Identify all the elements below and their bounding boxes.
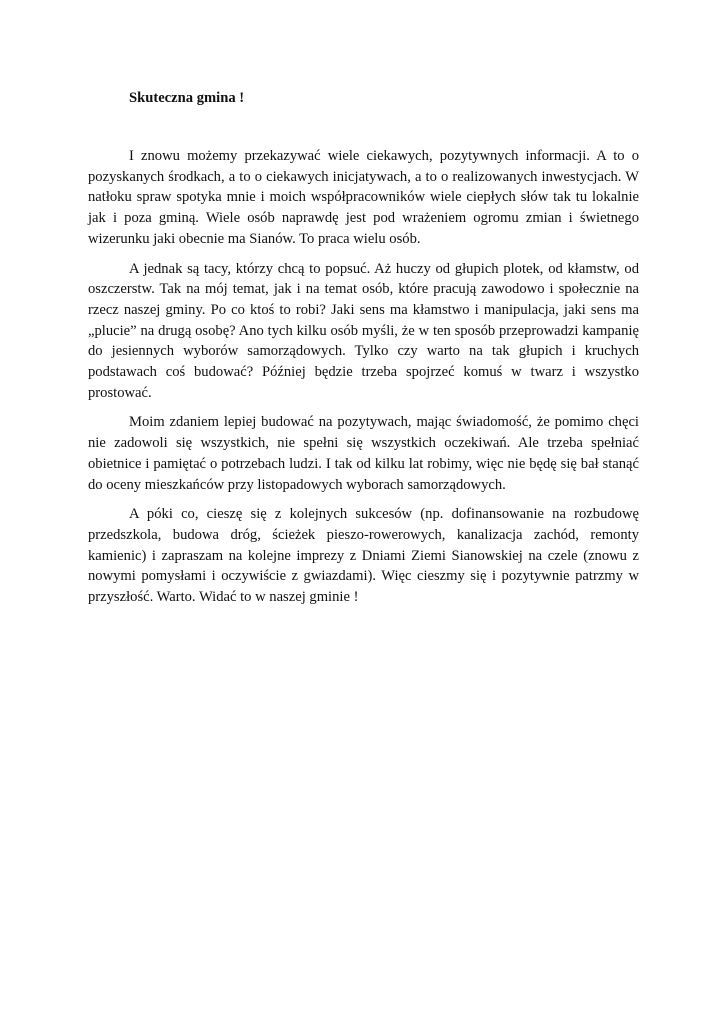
paragraph-2: A jednak są tacy, którzy chcą to popsuć. Aż huczy od głupich plotek, od kłamstw, od oszczerstw. Tak na mój temat, jak i na temat osób, które pracują zawodowo i społecznie na rzecz naszej gminy. Po co ktoś to robi? Jaki sens ma kłamstwo i manipulacja, jaki sens ma „plucie” na drugą osobę? Ano tych kilku osób myśli, że w ten sposób przeprowadzi kampanię do jesiennych wyborów samorządowych. Tylko czy warto na tak głupich i kruchych podstawach coś budować? Później będzie trzeba spojrzeć komuś w twarz i wszystko prostować. [88, 260, 639, 401]
title-spacer [88, 108, 639, 146]
document-title: Skuteczna gmina ! [129, 90, 245, 106]
paragraph-4: A póki co, cieszę się z kolejnych sukcesów (np. dofinansowanie na rozbudowę przedszkola, budowa dróg, ścieżek pieszo-rowerowych, kanalizacja zachód, remonty kamienic) i zapraszam na kolejne imprezy z Dniami Ziemi Sianowskiej na czele (znowu z nowymi pomysłami i oczywiście z gwiazdami). Więc cieszmy się i pozytywnie patrzmy w przyszłość. Warto. Widać to w naszej gminie ! [88, 506, 639, 606]
paragraph-1: I znowu możemy przekazywać wiele ciekawych, pozytywnych informacji. A to o pozyskanych środkach, a to o ciekawych inicjatywach, a to o realizowanych inwestycjach. W natłoku spraw spotyka mnie i moich współpracowników wiele ciepłych słów tak tu lokalnie jak i poza gminą. Wiele osób naprawdę jest pod wrażeniem ogromu zmian i świetnego wizerunku jaki obecnie ma Sianów. To praca wielu osób. [88, 148, 639, 247]
document-body [88, 88, 639, 617]
paragraph-3: Moim zdaniem lepiej budować na pozytywach, mając świadomość, że pomimo chęci nie zadowoli się wszystkich, nie spełni się wszystkich oczekiwań. Ale trzeba spełniać obietnice i pamiętać o potrzebach ludzi. I tak od kilku lat robimy, więc nie będę się bał stanąć do oceny mieszkańców przy listopadowych wyborach samorządowych. [88, 414, 639, 493]
